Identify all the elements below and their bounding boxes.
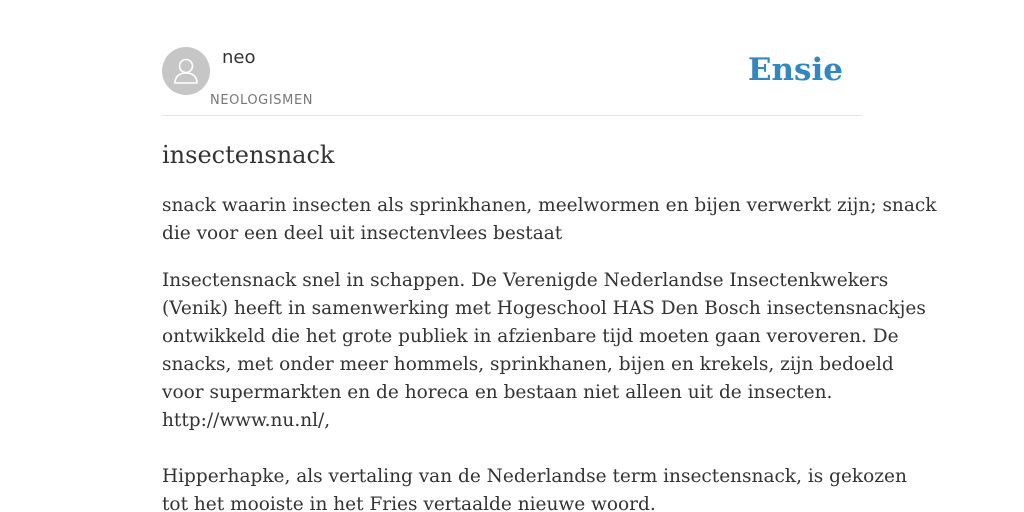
avatar[interactable] — [162, 47, 210, 95]
definition-line: snack waarin insecten als sprinkhanen, meelwormen en bijen verwerkt zijn; snack — [162, 195, 937, 216]
entry-title: insectensnack — [162, 141, 335, 169]
entry-example — [162, 267, 926, 512]
example-line: (Venik) heeft in samenwerking met Hogeschool HAS Den Bosch insectensnackjes — [162, 298, 926, 319]
content-container — [162, 0, 937, 512]
example-line: ontwikkeld die het grote publiek in afzienbare tijd moeten gaan veroveren. De — [162, 326, 899, 347]
author-name[interactable]: neo — [222, 47, 256, 68]
example-line: tot het mooiste in het Fries vertaalde nieuwe woord. — [162, 494, 656, 512]
brand-logo[interactable]: Ensie — [747, 52, 843, 88]
example-source-link[interactable]: http://www.nu.nl/, — [162, 410, 331, 431]
definition-line: die voor een deel uit insectenvlees bestaat — [162, 223, 563, 244]
header — [162, 0, 862, 116]
paragraph-spacer — [162, 435, 862, 463]
example-line: Hipperhapke, als vertaling van de Nederlandse term insectensnack, is gekozen — [162, 466, 907, 487]
example-line: voor supermarkten en de horeca en bestaan niet alleen uit de insecten. — [162, 382, 833, 403]
example-line: snacks, met onder meer hommels, sprinkhanen, bijen en krekels, zijn bedoeld — [162, 354, 894, 375]
user-icon — [162, 47, 210, 95]
category-label[interactable]: NEOLOGISMEN — [210, 93, 314, 108]
entry-definition — [162, 192, 937, 248]
example-line: Insectensnack snel in schappen. De Verenigde Nederlandse Insectenkwekers — [162, 270, 889, 291]
